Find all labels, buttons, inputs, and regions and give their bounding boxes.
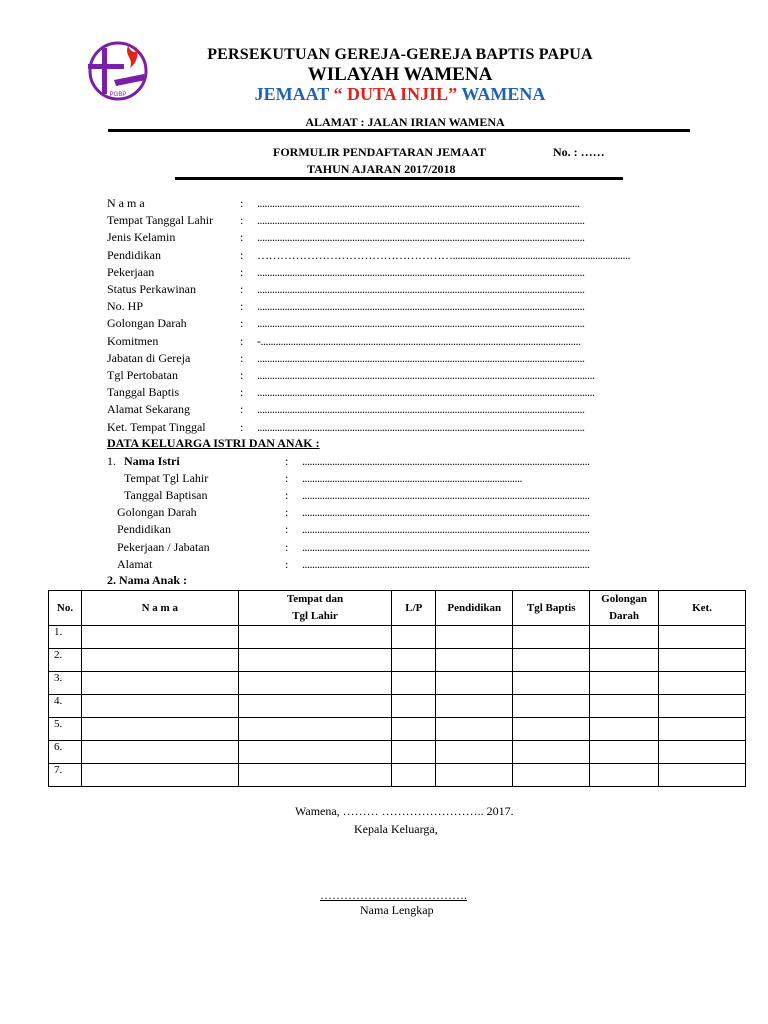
wife-field-label: Alamat	[117, 556, 153, 571]
table-cell[interactable]	[513, 741, 590, 764]
org-name: PERSEKUTUAN GEREJA-GEREJA BAPTIS PAPUA	[207, 46, 593, 63]
wife-field-input-line[interactable]: ........................................................................................	[302, 471, 522, 486]
table-cell[interactable]	[659, 764, 746, 787]
table-cell[interactable]	[513, 718, 590, 741]
field-input-line[interactable]: -................................................................................................................................	[257, 333, 581, 348]
wife-field	[0, 454, 768, 471]
table-cell[interactable]	[436, 718, 513, 741]
table-cell[interactable]	[659, 695, 746, 718]
field-colon: :	[285, 539, 289, 554]
field-colon: :	[240, 385, 244, 400]
field-input-line[interactable]: ...................................................................................................................................	[257, 419, 585, 434]
table-header: Golongan Darah	[590, 591, 659, 626]
table-cell[interactable]	[513, 764, 590, 787]
wife-field-label: Nama Istri	[124, 454, 180, 468]
congregation-name	[160, 84, 640, 105]
table-cell[interactable]	[659, 718, 746, 741]
field-label: Komitmen	[107, 333, 159, 348]
row-number: 7.	[49, 764, 82, 787]
table-cell[interactable]	[590, 672, 659, 695]
field-input-line[interactable]: ...................................................................................................................................	[257, 299, 585, 314]
field-input-line[interactable]: ...................................................................................................................................	[257, 282, 585, 296]
table-cell[interactable]	[436, 649, 513, 672]
wife-field-input-line[interactable]: ...................................................................................................................	[302, 488, 590, 503]
table-cell[interactable]	[513, 695, 590, 718]
table-cell[interactable]	[238, 672, 392, 695]
field-colon: :	[285, 454, 289, 468]
table-cell[interactable]	[392, 695, 436, 718]
children-table	[48, 590, 746, 787]
congregation-quote: “ DUTA INJIL”	[333, 84, 458, 104]
signature-place-date: Wamena, ……… …………………….. 2017.	[295, 804, 514, 818]
table-cell[interactable]	[238, 741, 392, 764]
field-colon: :	[285, 522, 289, 537]
table-cell[interactable]	[81, 695, 238, 718]
wife-field-input-line[interactable]: ...................................................................................................................	[302, 556, 590, 571]
table-cell[interactable]	[392, 672, 436, 695]
table-cell[interactable]	[659, 741, 746, 764]
field-input-line[interactable]: ...................................................................................................................................	[257, 264, 585, 279]
table-cell[interactable]	[513, 626, 590, 649]
region-name: WILAYAH WAMENA	[307, 64, 493, 85]
table-cell[interactable]	[659, 626, 746, 649]
table-cell[interactable]	[392, 741, 436, 764]
signature-line: ……………………………….	[320, 888, 467, 902]
wife-field	[0, 540, 768, 557]
table-row	[49, 741, 746, 764]
field-input-line[interactable]: ...................................................................................................................................	[257, 402, 585, 417]
field-label: Ket. Tempat Tinggal	[107, 419, 206, 434]
field-colon: :	[240, 299, 244, 314]
table-row	[49, 764, 746, 787]
field-label: No. HP	[107, 299, 144, 314]
row-number: 2.	[49, 649, 82, 672]
field-label: Status Perkawinan	[107, 282, 196, 296]
signature-name-label: Nama Lengkap	[360, 903, 434, 917]
wife-field-label: Golongan Darah	[117, 505, 197, 520]
table-cell[interactable]	[436, 695, 513, 718]
field-label: Alamat Sekarang	[107, 402, 190, 417]
field-colon: :	[285, 556, 289, 571]
wife-field	[0, 522, 768, 539]
table-cell[interactable]	[81, 718, 238, 741]
field-label: N a m a	[107, 196, 145, 210]
field-input-line[interactable]: .................................................................................................................................	[257, 196, 580, 210]
field-input-line[interactable]: .......................................................................................................................................	[257, 385, 595, 400]
field-colon: :	[240, 230, 244, 245]
table-row	[49, 626, 746, 649]
row-number: 6.	[49, 741, 82, 764]
table-header: Tempat dan Tgl Lahir	[238, 591, 392, 626]
table-header: L/P	[392, 591, 436, 626]
field-colon: :	[285, 488, 289, 503]
wife-field-input-line[interactable]: ...................................................................................................................	[302, 454, 590, 468]
table-header: N a m a	[81, 591, 238, 626]
table-row	[49, 695, 746, 718]
table-header: Tgl Baptis	[513, 591, 590, 626]
table-row	[49, 718, 746, 741]
field-label: Tempat Tanggal Lahir	[107, 213, 214, 228]
wife-field-input-line[interactable]: ...................................................................................................................	[302, 505, 590, 520]
field-label: Pekerjaan	[107, 264, 155, 279]
field-colon: :	[240, 333, 244, 348]
field-input-line[interactable]: ...................................................................................................................................	[257, 350, 585, 365]
field-input-line[interactable]: …………………………………………….......................................................................	[257, 247, 630, 262]
field-colon: :	[240, 316, 244, 331]
table-cell[interactable]	[238, 626, 392, 649]
form-number: No. : ……	[553, 145, 605, 159]
wife-field	[0, 505, 768, 522]
field-input-line[interactable]: .......................................................................................................................................	[257, 368, 595, 382]
table-cell[interactable]	[659, 672, 746, 695]
table-cell[interactable]	[81, 626, 238, 649]
field-colon: :	[240, 419, 244, 434]
field-label: Tgl Pertobatan	[107, 368, 178, 382]
row-number: 4.	[49, 695, 82, 718]
field-colon: :	[240, 282, 244, 296]
table-cell[interactable]	[436, 626, 513, 649]
table-cell[interactable]	[238, 764, 392, 787]
table-row	[49, 672, 746, 695]
row-number: 1.	[49, 626, 82, 649]
table-cell[interactable]	[436, 741, 513, 764]
table-cell[interactable]	[590, 764, 659, 787]
wife-field-label: Tempat Tgl Lahir	[124, 471, 209, 486]
field-colon: :	[240, 213, 244, 228]
field-colon: :	[240, 368, 244, 382]
wife-field-label: Pekerjaan / Jabatan	[117, 539, 210, 554]
field-label: Pendidikan	[107, 247, 161, 262]
wife-field	[0, 557, 768, 574]
church-logo	[84, 40, 156, 102]
table-cell[interactable]	[590, 626, 659, 649]
field-label: Golongan Darah	[107, 316, 187, 331]
table-cell[interactable]	[590, 718, 659, 741]
table-cell[interactable]	[81, 764, 238, 787]
field-colon: :	[240, 350, 244, 365]
field-colon: :	[240, 402, 244, 417]
table-row	[49, 649, 746, 672]
table-cell[interactable]	[238, 718, 392, 741]
form-year: TAHUN AJARAN 2017/2018	[307, 162, 456, 176]
table-cell[interactable]	[392, 649, 436, 672]
wife-number: 1.	[107, 454, 116, 468]
table-cell[interactable]	[513, 649, 590, 672]
congregation-suffix: WAMENA	[461, 84, 546, 104]
logo-text: PGBP	[109, 92, 127, 98]
wife-field-label: Tanggal Baptisan	[124, 488, 208, 503]
table-cell[interactable]	[590, 741, 659, 764]
header-divider	[108, 129, 690, 132]
field-colon: :	[240, 196, 244, 210]
table-cell[interactable]	[238, 695, 392, 718]
field-label: Jabatan di Gereja	[107, 350, 191, 365]
congregation-prefix: JEMAAT	[254, 84, 329, 104]
wife-field	[0, 488, 768, 505]
family-section-title: DATA KELUARGA ISTRI DAN ANAK :	[107, 436, 320, 450]
table-header: Pendidikan	[436, 591, 513, 626]
table-header: Ket.	[659, 591, 746, 626]
table-cell[interactable]	[659, 649, 746, 672]
table-cell[interactable]	[590, 695, 659, 718]
table-cell[interactable]	[238, 649, 392, 672]
field-colon: :	[240, 247, 244, 262]
table-header: No.	[49, 591, 82, 626]
wife-field	[0, 471, 768, 488]
wife-field-input-line[interactable]: ...................................................................................................................	[302, 522, 590, 537]
table-cell[interactable]	[436, 764, 513, 787]
signature-role: Kepala Keluarga,	[354, 822, 438, 836]
row-number: 5.	[49, 718, 82, 741]
field-input-line[interactable]: ...................................................................................................................................	[257, 316, 585, 331]
field-label: Jenis Kelamin	[107, 230, 176, 245]
table-cell[interactable]	[81, 741, 238, 764]
form-title: FORMULIR PENDAFTARAN JEMAAT	[273, 145, 486, 159]
children-label: 2. Nama Anak :	[107, 573, 188, 587]
table-cell[interactable]	[392, 626, 436, 649]
address: ALAMAT : JALAN IRIAN WAMENA	[305, 115, 505, 129]
table-cell[interactable]	[392, 764, 436, 787]
table-cell[interactable]	[81, 672, 238, 695]
wife-field-input-line[interactable]: ...................................................................................................................	[302, 539, 590, 554]
title-divider	[175, 177, 623, 180]
table-cell[interactable]	[513, 672, 590, 695]
field-label: Tanggal Baptis	[107, 385, 180, 400]
field-input-line[interactable]: ...................................................................................................................................	[257, 213, 585, 228]
table-cell[interactable]	[436, 672, 513, 695]
table-cell[interactable]	[81, 649, 238, 672]
field-colon: :	[285, 505, 289, 520]
table-cell[interactable]	[392, 718, 436, 741]
wife-field-label: Pendidikan	[117, 522, 171, 537]
field-colon: :	[240, 264, 244, 279]
field-colon: :	[285, 471, 289, 486]
field-input-line[interactable]: ...................................................................................................................................	[257, 230, 585, 245]
table-cell[interactable]	[590, 649, 659, 672]
row-number: 3.	[49, 672, 82, 695]
